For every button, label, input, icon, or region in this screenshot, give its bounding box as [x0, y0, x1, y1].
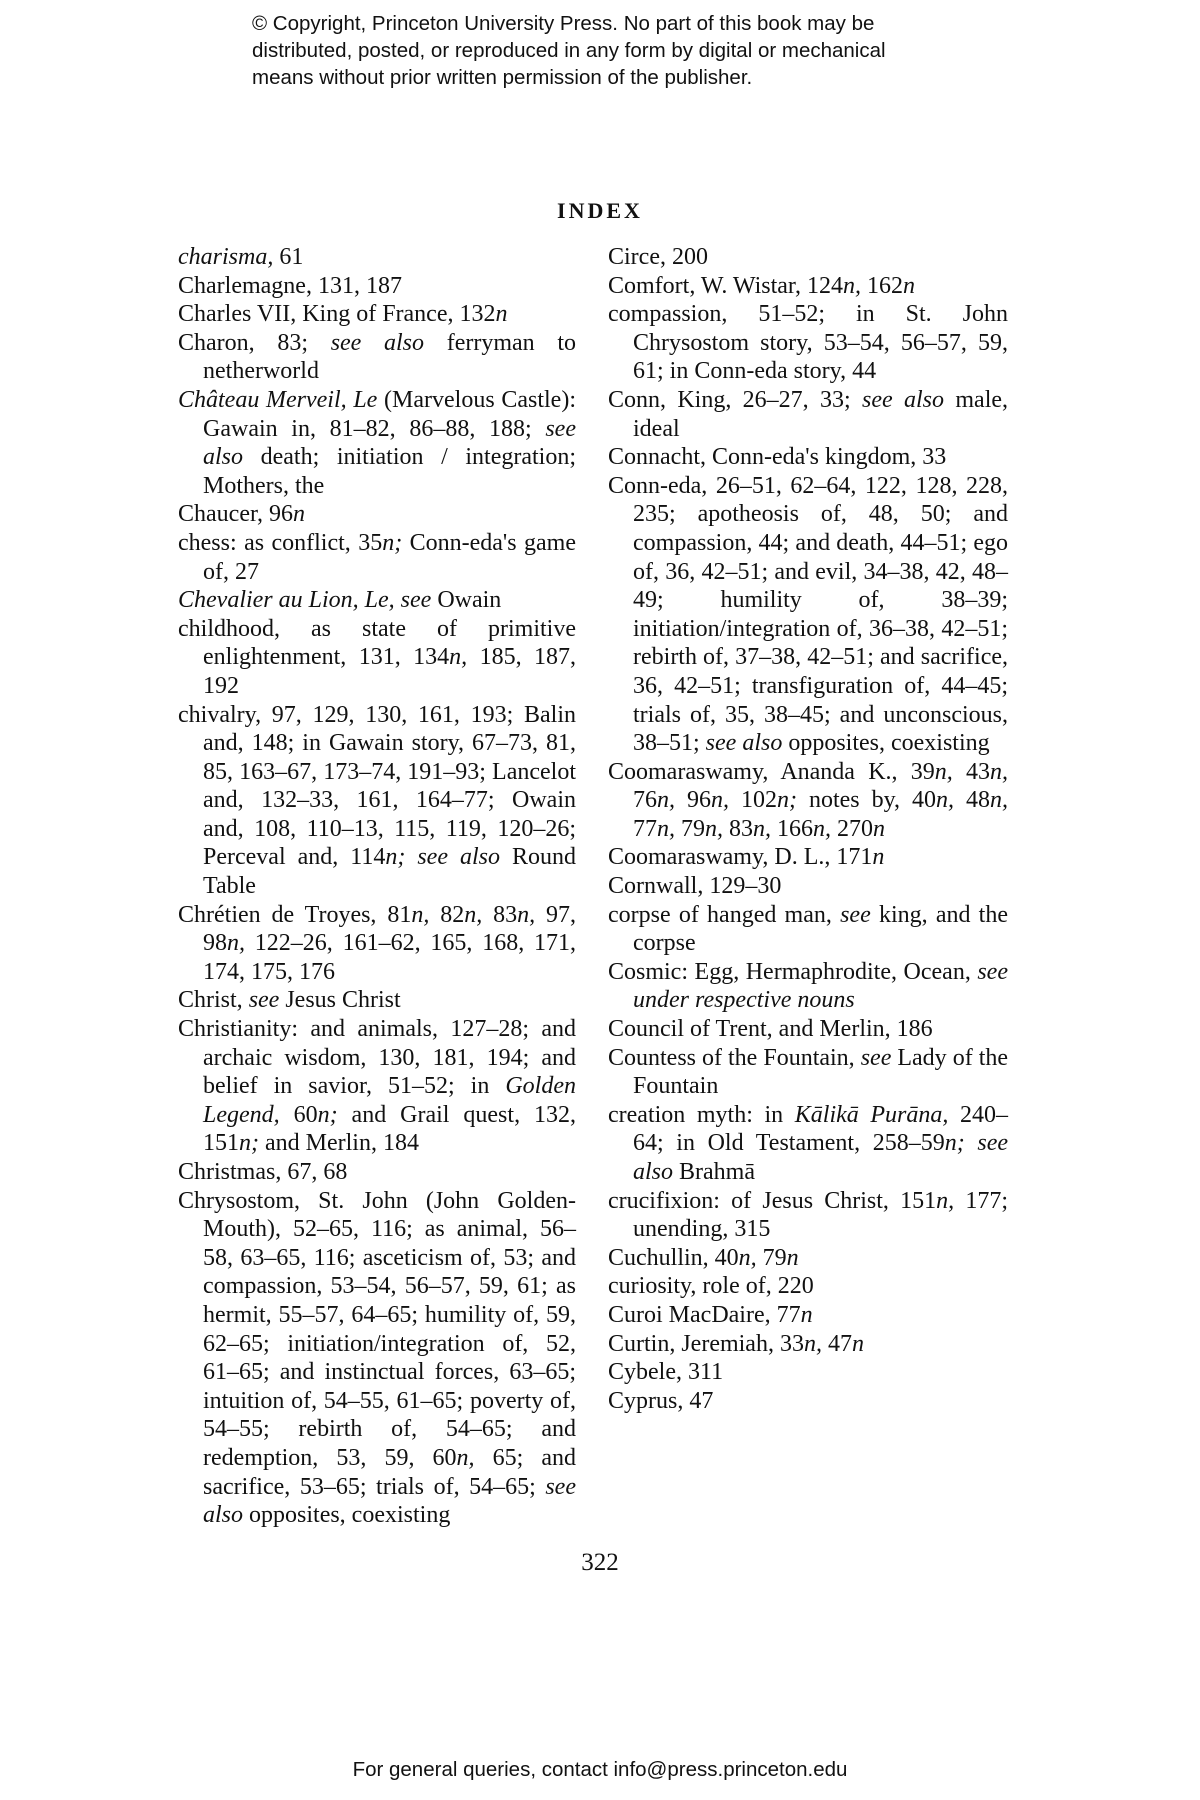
index-entry [608, 243, 1008, 272]
index-entry-text: n; [776, 787, 797, 814]
index-entry-text: n, [753, 815, 771, 842]
index-entry-text: creation myth: in [608, 1101, 795, 1128]
index-entry-text: king, and the corpse [633, 901, 1008, 957]
index-entry-text: 61 [273, 244, 304, 270]
index-entry-text: n, [464, 901, 483, 928]
index-entry-text: Charlemagne, 131, 187 [178, 272, 402, 299]
index-entry-text: death; initiation / integration; Mothers, the [203, 444, 576, 499]
index-entry [178, 1187, 576, 1530]
index-entry-text: n [872, 844, 885, 871]
index-entry-text: n, [227, 930, 245, 957]
index-entry-text: n [786, 1244, 799, 1271]
index-entry-text: n; [239, 1130, 259, 1157]
index-entry-text: Jesus Christ [279, 987, 401, 1014]
index-entry-text: Christianity: and animals, 127–28; and archaic wisdom, 130, 181, 194; and belief in savior, 51–52; in [178, 1016, 576, 1100]
index-entry-text: Conn-eda, 26–51, 62–64, 122, 128, 228, 235; apotheosis of, 48, 50; and compassion, 44; and death, 44–51; ego of, 36, 42–51; and evil, 34–38, 42, 48–49; humility of, 38–39; initiation/integration of, 36–38, 42–51; rebirth of, 37–38, 42–51; and sacrifice, 36, 42–51; transfiguration of, 44–45; trials of, 35, 38–45; and unconscious, 38–51; [608, 472, 1008, 757]
index-entry-text: Curtin, Jeremiah, 33 [608, 1330, 804, 1357]
index-entry-text: 65; and sacrifice, 53–65; trials of, 54–65; [203, 1444, 576, 1500]
index-entry-text: n; see also [385, 844, 500, 871]
index-entry-text: see [840, 901, 871, 928]
index-entry-text: 102 [728, 787, 777, 814]
index-entry-text: Cosmic: Egg, Hermaphrodite, Ocean, [608, 958, 978, 985]
index-entry-text: notes by, 40 [796, 787, 937, 814]
index-entry-text: n [851, 1330, 864, 1357]
index-entry-text: n, [411, 901, 430, 928]
index-entry-text: n, [449, 644, 468, 671]
index-entry-text: Chevalier au Lion, Le, see [178, 587, 432, 614]
copyright-line: means without prior written permission of the publisher. [252, 66, 753, 89]
footer-contact: For general queries, contact info@press.princeton.edu [352, 1758, 848, 1781]
index-entry-text: Charles VII, King of France, 132 [178, 301, 496, 328]
index-entry-text: Christ, [178, 987, 249, 1014]
index-entry [178, 701, 576, 901]
index-entry-text: n, [517, 901, 536, 928]
index-entry-text: 82 [429, 901, 465, 928]
index-entry-text: 60 [279, 1101, 318, 1128]
index-entry-text: n, [705, 815, 723, 842]
index-entry-text: Round Table [203, 844, 576, 900]
index-entry [608, 1301, 1008, 1330]
index-entry-text: 79 [675, 815, 705, 842]
index-entry-text: Chaucer, 96 [178, 501, 293, 528]
index-entry [608, 1187, 1008, 1244]
copyright-line: © Copyright, Princeton University Press. No part of this book may be [252, 12, 875, 35]
index-entry-text: 97, 98 [203, 901, 576, 957]
index-right-column [608, 243, 1008, 1415]
index-entry-text: 47 [821, 1330, 852, 1357]
index-entry [608, 1330, 1008, 1359]
index-entry-text: Curoi MacDaire, 77 [608, 1301, 801, 1328]
index-entry-text: Chrysostom, St. John (John Golden-Mouth), 52–65, 116; as animal, 56–58, 63–65, 116; asceticism of, 53; and compassion, 53–54, 56–57, 59, 61; as hermit, 55–57, 64–65; humility of, 59, 62–65; initiation/integration of, 52, 61–65; and instinctual forces, 63–65; intuition of, 54–55, 61–65; poverty of, 54–55; rebirth of, 54–65; and redemption, 53, 59, 60 [178, 1187, 576, 1471]
index-entry-text: crucifixion: of Jesus Christ, 151 [608, 1187, 937, 1214]
index-entry-text: n [495, 301, 508, 328]
index-entry-text: see also [330, 329, 425, 356]
index-entry [178, 500, 576, 529]
copyright-line: distributed, posted, or reproduced in any form by digital or mechanical [252, 39, 886, 62]
index-entry [608, 1244, 1008, 1273]
index-entry-text: Connacht, Conn-eda's kingdom, 33 [608, 444, 947, 471]
index-entry-text: chivalry, 97, 129, 130, 161, 193; Balin and, 148; in Gawain story, 67–73, 81, 85, 163–67, 173–74, 191–93; Lancelot and, 132–33, 161, 164–77; Owain and, 108, 110–13, 115, 119, 120–26; Perceval and, 114 [178, 701, 576, 871]
index-entry-text: n, [657, 815, 675, 842]
index-entry [178, 329, 576, 386]
index-entry-text: (Marvelous Castle): Gawain in, 81–82, 86–88, 188; [203, 386, 576, 442]
index-entry-text: n, [990, 758, 1008, 785]
index-entry-text: Brahmā [673, 1159, 755, 1185]
index-entry-text: Golden Legend, [203, 1073, 576, 1128]
index-entry [178, 586, 576, 615]
index-entry-text: see [860, 1044, 892, 1071]
index-entry-text: n, [934, 758, 953, 785]
index-entry-text: Comfort, W. Wistar, 124 [608, 272, 843, 299]
index-entry-text: Coomaraswamy, Ananda K., 39 [608, 758, 935, 785]
index-entry [608, 1387, 1008, 1416]
index-entry-text: 43 [952, 758, 990, 785]
index-entry-text: 166 [771, 815, 813, 842]
index-entry [608, 386, 1008, 443]
index-entry-text: n, [710, 787, 729, 814]
index-entry-text: 48 [954, 787, 990, 814]
index-entry-text: 83 [482, 901, 518, 928]
index-entry-text: n, [803, 1330, 822, 1357]
index-entry [608, 1272, 1008, 1301]
index-entry-text: see [248, 987, 280, 1014]
index-entry-text: Cuchullin, 40 [608, 1244, 739, 1271]
index-entry [608, 843, 1008, 872]
index-entry-text: Coomaraswamy, D. L., 171 [608, 844, 873, 871]
index-entry-text: 83 [723, 815, 753, 842]
index-entry-text: see also [705, 730, 783, 757]
index-entry-text: and Grail quest, 132, 151 [203, 1101, 577, 1157]
index-entry-text: Cybele, 311 [608, 1359, 724, 1386]
index-entry [608, 1358, 1008, 1387]
index-entry [608, 272, 1008, 301]
index-entry-text: n, [936, 1187, 955, 1214]
index-entry [608, 958, 1008, 1015]
index-entry-text: Council of Trent, and Merlin, 186 [608, 1016, 933, 1043]
index-entry [178, 615, 576, 701]
index-entry [608, 872, 1008, 901]
index-entry-text: 270 [831, 815, 873, 842]
index-entry [178, 901, 576, 987]
index-entry [178, 986, 576, 1015]
index-entry-text: n, [842, 272, 861, 299]
index-entry-text: Owain [431, 587, 502, 614]
index-entry-text: n, [813, 815, 831, 842]
copyright-notice [252, 10, 1012, 91]
index-entry-text: n; [317, 1101, 338, 1128]
index-entry-text: Kālikā Purāna, [794, 1101, 949, 1128]
index-entry-text: Conn, King, 26–27, 33; [608, 386, 863, 413]
index-entry-text: n, [936, 787, 955, 814]
index-entry-text: 185, 187, 192 [203, 644, 577, 699]
index-entry-text: 162 [860, 272, 903, 299]
index-entry-text: n; see also [633, 1130, 1009, 1185]
index-entry-text: 76 [633, 787, 657, 814]
index-entry-text: Chrétien de Troyes, 81 [178, 901, 412, 928]
index-entry-text: n [293, 501, 305, 528]
index-entry [608, 1044, 1008, 1101]
index-entry-text: Cornwall, 129–30 [608, 873, 782, 900]
index-entry-text: 177; unending, 315 [633, 1187, 1008, 1243]
index-left-column [178, 243, 576, 1530]
index-entry-text: male, ideal [633, 386, 1009, 442]
page-number: 322 [581, 1549, 619, 1576]
index-entry [608, 443, 1008, 472]
index-entry-text: curiosity, role of, 220 [608, 1273, 814, 1300]
index-entry-text: corpse of hanged man, [608, 901, 841, 928]
index-entry-text: n [902, 272, 915, 299]
index-entry-text: and Merlin, 184 [259, 1130, 419, 1157]
index-entry-text: n, [456, 1444, 475, 1471]
index-entry-text: Château Merveil, Le [178, 386, 378, 413]
index-entry-text: chess: as conflict, 35 [178, 529, 383, 556]
index-entry-text: n [800, 1301, 813, 1328]
index-entry [608, 1101, 1008, 1187]
index-entry [608, 1015, 1008, 1044]
index-entry [178, 272, 576, 301]
index-entry [608, 758, 1008, 844]
index-entry-text: see under respective nouns [633, 958, 1008, 1014]
index-entry-text: n [873, 815, 885, 842]
index-entry-text: 77 [633, 815, 657, 842]
index-entry-text: n, [738, 1244, 757, 1271]
index-entry [178, 1158, 576, 1187]
index-entry-text: 122–26, 161–62, 165, 168, 171, 174, 175, 176 [203, 930, 576, 985]
index-entry-text: Christmas, 67, 68 [178, 1159, 348, 1185]
index-entry-text: n; [382, 529, 403, 556]
index-entry-text: Circe, 200 [608, 244, 708, 270]
index-entry-text: 240–64; in Old Testament, 258–59 [633, 1101, 1008, 1157]
index-entry [178, 529, 576, 586]
index-entry-text: ferryman to netherworld [203, 329, 577, 385]
index-entry [178, 300, 576, 329]
index-entry [608, 300, 1008, 386]
index-entry-text: compassion, 51–52; in St. John Chrysostom story, 53–54, 56–57, 59, 61; in Conn-eda story, 44 [608, 301, 1008, 385]
index-entry-text: Countess of the Fountain, [608, 1044, 861, 1071]
index-entry-text: 96 [675, 787, 711, 814]
index-entry-text: Charon, 83; [178, 329, 331, 356]
index-entry-text: Conn-eda's game of, 27 [203, 529, 576, 585]
index-entry [608, 472, 1008, 758]
index-entry-text: opposites, coexisting [243, 1502, 451, 1529]
index-entry-text: 79 [756, 1244, 787, 1271]
index-entry-text: see also [203, 415, 576, 471]
index-entry-text: childhood, as state of primitive enlightenment, 131, 134 [178, 615, 576, 671]
index-entry-text: charisma, [178, 244, 274, 270]
index-entry-text: Cyprus, 47 [608, 1387, 714, 1414]
index-title: INDEX [557, 198, 643, 223]
index-entry-text: n, [990, 787, 1008, 814]
index-entry-text: see also [203, 1473, 576, 1529]
index-entry [178, 243, 576, 272]
index-entry [608, 901, 1008, 958]
index-entry [178, 1015, 576, 1158]
index-entry-text: see also [862, 386, 945, 413]
index-entry-text: opposites, coexisting [782, 730, 990, 757]
index-entry-text: Lady of the Fountain [633, 1044, 1009, 1100]
index-entry [178, 386, 576, 500]
index-entry-text: n, [657, 787, 675, 814]
